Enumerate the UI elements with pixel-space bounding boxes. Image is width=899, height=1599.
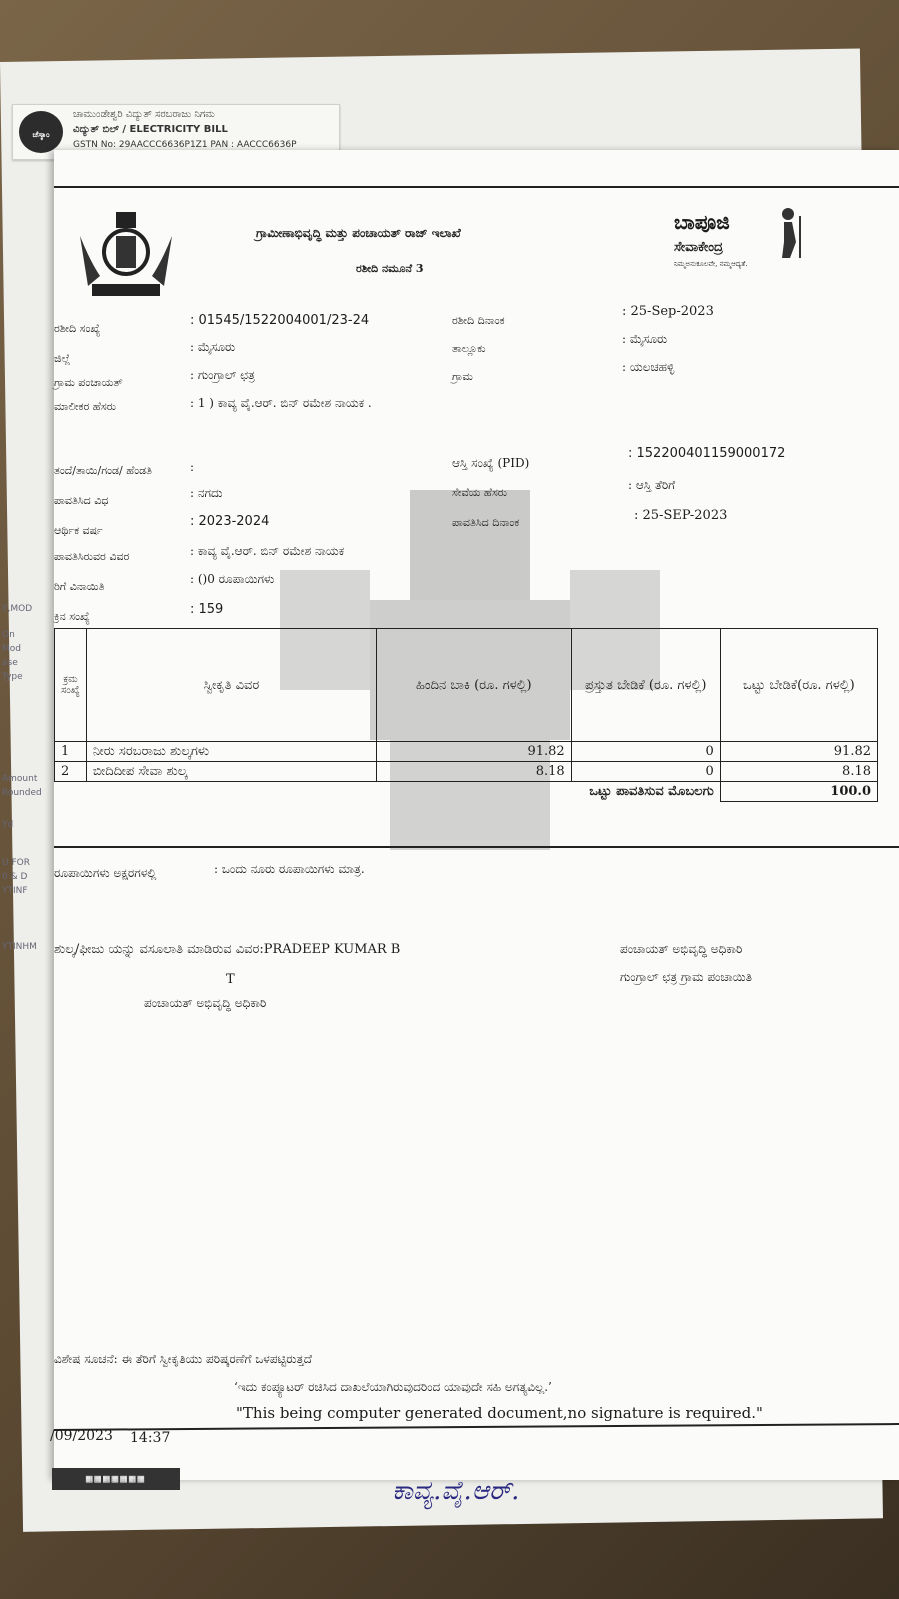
payment-mode-value: : ನಗದು <box>190 486 223 500</box>
row-previous: 8.18 <box>376 762 571 782</box>
collector-title: ಪಂಚಾಯತ್ ಅಭಿವೃದ್ಧಿ ಅಧಿಕಾರಿ <box>144 996 267 1010</box>
strip-line-3: GSTN No: 29AACCC6636P1Z1 PAN : AACCC6636P <box>73 140 297 150</box>
signatory-office: ಗುಂಗ್ರಾಲ್ ಛತ್ರ ಗ್ರಾಮ ಪಂಚಾಯಿತಿ <box>620 970 753 984</box>
disclaimer-english: "This being computer generated document,no signature is required." <box>236 1404 763 1422</box>
collector-line: ಶುಲ್ಕ/ಫೀಜು ಯನ್ನು ವಸೂಲಾತಿ ಮಾಡಿರುವ ವಿವರ:PRADEEP KUMAR B <box>54 942 401 957</box>
stamp-mark: ▦▦▦▦▦▦▦ <box>52 1468 180 1490</box>
property-id-value: : 152200401159000172 <box>628 446 786 461</box>
disclaimer-kannada: ‘ಇದು ಕಂಪ್ಯೂಟರ್ ರಚಿಸಿದ ದಾಖಲೆಯಾಗಿರುವುದರಿಂದ ಯಾವುದೇ ಸಹಿ ಅಗತ್ಯವಿಲ್ಲ.’ <box>234 1380 552 1394</box>
cesc-logo <box>19 111 63 153</box>
payment-date-value: : 25-SEP-2023 <box>634 508 728 523</box>
strip-line-2: ವಿದ್ಯುತ್ ಬಿಲ್ / ELECTRICITY BILL <box>73 124 228 135</box>
payer-details-value: : ಕಾವ್ಯ ವೈ.ಆರ್. ಬಿನ್ ರಮೇಶ ನಾಯಕ <box>190 544 345 558</box>
receipt-date-value: : 25-Sep-2023 <box>622 304 714 319</box>
owner-name-label: ಮಾಲೀಕರ ಹೆಸರು <box>54 400 117 413</box>
gandhi-walking-icon <box>770 206 806 260</box>
owner-name-value: : 1 ) ಕಾವ್ಯ ವೈ.ಆರ್. ಬಿನ್ ರಮೇಶ ನಾಯಕ . <box>190 396 372 410</box>
gram-panchayat-value: : ಗುಂಗ್ರಾಲ್ ಛತ್ರ <box>190 368 255 382</box>
brand-sub: ಸೇವಾಕೇಂದ್ರ <box>674 240 723 255</box>
col-serial-header: ಕ್ರಮ ಸಂಖ್ಯೆ <box>55 629 87 742</box>
divider-line <box>54 846 899 848</box>
col-previous-header: ಹಿಂದಿನ ಬಾಕಿ (ರೂ. ಗಳಲ್ಲಿ) <box>376 629 571 742</box>
row-description: ನೀರು ಸರಬರಾಜು ಶುಲ್ಕಗಳು <box>86 742 376 762</box>
property-id-label: ಆಸ್ತಿ ಸಂಖ್ಯೆ (PID) <box>452 456 530 470</box>
row-description: ಬೀದಿದೀಪ ಸೇವಾ ಶುಲ್ಕ <box>86 762 376 782</box>
village-value: : ಯಲಚಹಳ್ಳಿ <box>622 360 675 374</box>
table-row <box>55 742 878 762</box>
table-total-row <box>55 782 878 802</box>
receipt-no-label: ರಶೀದಿ ಸಂಖ್ಯೆ <box>54 322 101 335</box>
amount-words-label: ರೂಪಾಯಿಗಳು ಅಕ್ಷರಗಳಲ್ಲಿ <box>54 866 157 880</box>
col-description-header: ಸ್ವೀಕೃತಿ ವಿವರ <box>86 629 376 742</box>
department-title: ಗ್ರಾಮೀಣಾಭಿವೃದ್ಧಿ ಮತ್ತು ಪಂಚಾಯತ್ ರಾಜ್ ಇಲಾಖೆ <box>256 226 461 240</box>
receipt-date-label: ರಶೀದಿ ದಿನಾಂಕ <box>452 314 505 327</box>
special-note: ವಿಶೇಷ ಸೂಚನೆ: ಈ ತೆರಿಗೆ ಸ್ವೀಕೃತಿಯು ಪರಿಷ್ಕರಣೆಗೆ ಒಳಪಟ್ಟಿರುತ್ತದೆ <box>54 1352 312 1366</box>
service-name-value: : ಆಸ್ತಿ ತೆರಿಗೆ <box>628 478 676 492</box>
bill-table <box>54 628 878 802</box>
row-current: 0 <box>571 742 720 762</box>
row-serial: 1 <box>55 742 87 762</box>
total-label: ಒಟ್ಟು ಪಾವತಿಸುವ ಮೊಬಲಗು <box>55 782 721 802</box>
col-total-header: ಒಟ್ಟು ಬೇಡಿಕೆ(ರೂ. ಗಳಲ್ಲಿ) <box>720 629 877 742</box>
serial-no-value: : 159 <box>190 602 224 617</box>
service-name-label: ಸೇವೆಯ ಹೆಸರು <box>452 486 508 499</box>
taluk-value: : ಮೈಸೂರು <box>622 332 668 346</box>
footer-date: /09/2023 <box>50 1428 113 1444</box>
total-value: 100.0 <box>720 782 877 802</box>
district-value: : ಮೈಸೂರು <box>190 340 236 354</box>
relation-label: ತಂದೆ/ತಾಯಿ/ಗಂಡ/ ಹೆಂಡತಿ <box>54 464 152 477</box>
amount-words-value: : ಒಂದು ನೂರು ರೂಪಾಯಿಗಳು ಮಾತ್ರ. <box>214 862 365 876</box>
gram-panchayat-label: ಗ್ರಾಮ ಪಂಚಾಯತ್ <box>54 376 123 389</box>
form-title: ರಶೀದಿ ನಮೂನೆ 3 <box>356 262 424 275</box>
karnataka-emblem-icon <box>70 206 182 302</box>
district-label: ಜಿಲ್ಲೆ <box>54 352 71 365</box>
strip-line-1: ಚಾಮುಂಡೇಶ್ವರಿ ವಿದ್ಯುತ್ ಸರಬರಾಜು ನಿಗಮ <box>73 109 215 120</box>
row-current: 0 <box>571 762 720 782</box>
tax-exemption-label: ರಿಗೆ ವಿನಾಯಿತಿ <box>54 580 105 593</box>
financial-year-value: : 2023-2024 <box>190 514 270 529</box>
cesc-logo-text: ಚೆಸ್ಕಾಂ <box>32 130 50 139</box>
table-row <box>55 762 878 782</box>
payment-date-label: ಪಾವತಿಸಿದ ದಿನಾಂಕ <box>452 516 520 529</box>
taluk-label: ತಾಲ್ಲೂಕು <box>452 342 486 355</box>
handwritten-signature: ಕಾವ್ಯ.ವೈ.ಆರ್. <box>392 1476 520 1506</box>
receipt-no-value: : 01545/1522004001/23-24 <box>190 313 370 328</box>
brand-main: ಬಾಪೂಜಿ <box>674 210 730 234</box>
collector-line-cont: T <box>226 972 235 987</box>
footer-time: 14:37 <box>130 1430 171 1446</box>
col-current-header: ಪ್ರಸ್ತುತ ಬೇಡಿಕೆ (ರೂ. ಗಳಲ್ಲಿ) <box>571 629 720 742</box>
financial-year-label: ಆರ್ಥಿಕ ವರ್ಷ <box>54 524 103 537</box>
tax-exemption-value: : ()0 ರೂಪಾಯಿಗಳು <box>190 572 275 586</box>
brand-tagline: ನಿಮ್ಮಅನುಕೂಲವೇ, ನಮ್ಮಆದ್ಯತೆ. <box>674 260 748 268</box>
bapuji-seva-kendra-logo <box>672 206 808 272</box>
signatory-title: ಪಂಚಾಯತ್ ಅಭಿವೃದ್ಧಿ ಅಧಿಕಾರಿ <box>620 942 743 956</box>
left-edge-bleed: Y,MOD On Mod ase Type Amount Rounded Yd U FOR 0 & D YTINF YTINHM <box>2 604 42 952</box>
payer-details-label: ಪಾವತಿಸಿರುವರ ವಿವರ <box>54 550 130 563</box>
serial-no-label: ಕ್ರಿನ ಸಂಖ್ಯೆ <box>54 610 90 623</box>
payment-mode-label: ಪಾವತಿಸಿದ ವಿಧ <box>54 494 109 507</box>
relation-value: : <box>190 460 195 474</box>
row-serial: 2 <box>55 762 87 782</box>
table-header-row <box>55 629 878 742</box>
row-total: 91.82 <box>720 742 877 762</box>
row-total: 8.18 <box>720 762 877 782</box>
village-label: ಗ್ರಾಮ <box>452 370 473 383</box>
row-previous: 91.82 <box>376 742 571 762</box>
